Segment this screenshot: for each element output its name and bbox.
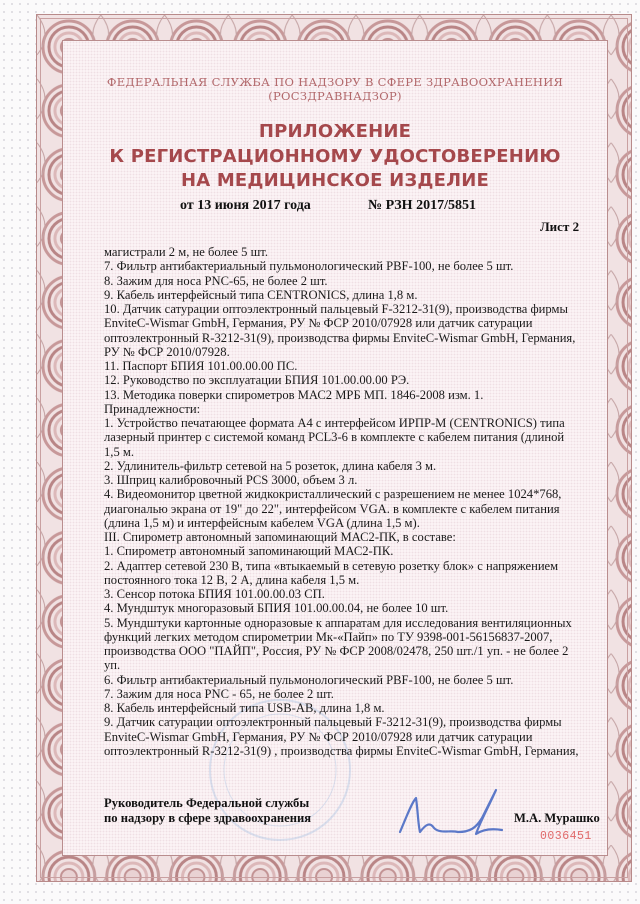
list-line: 2. Удлинитель-фильтр сетевой на 5 розеток, длина кабеля 3 м. xyxy=(104,458,437,473)
list-line: 13. Методика поверки спирометров МАС2 МРБ МП. 1846-2008 изм. 1. xyxy=(104,387,484,402)
list-line: 1. Устройство печатающее формата А4 с интерфейсом ИРПР-М (CENTRONICS) типа xyxy=(104,416,565,430)
list-line: 4. Мундштук многоразовый БПИЯ 101.00.00.04, не более 10 шт. xyxy=(104,601,449,616)
list-line: магистрали 2 м, не более 5 шт. xyxy=(104,245,268,259)
registration-number: № РЗН 2017/5851 xyxy=(368,198,476,213)
agency-name: ФЕДЕРАЛЬНАЯ СЛУЖБА ПО НАДЗОРУ В СФЕРЕ ЗДРАВООХРАНЕНИЯ xyxy=(106,75,564,89)
signatory-position xyxy=(104,796,311,826)
list-line: диагональю экрана от 19" до 22", интерфейсом VGA. в комплекте с кабелем питания xyxy=(104,501,560,516)
list-line: постоянного тока 12 В, 2 А, длина кабеля 1,5 м. xyxy=(104,572,360,587)
issue-date: от 13 июня 2017 года xyxy=(180,198,311,213)
list-line: 7. Зажим для носа PNC - 65, не более 2 шт. xyxy=(104,686,334,701)
sheet-number: Лист 2 xyxy=(540,219,580,234)
list-line: 5. Мундштуки картонные одноразовые к аппаратам для исследования вентиляционных xyxy=(104,615,572,630)
list-line: EnviteC-Wismar GmbH, Германия, РУ № ФСР 2010/07928 или датчик сатурации xyxy=(104,729,533,744)
list-line: 2. Адаптер сетевой 230 В, типа «втыкаемый в сетевую розетку блок» с напряжением xyxy=(104,558,559,573)
list-line: 8. Кабель интерфейсный типа USB-AB, длина 1,8 м. xyxy=(104,701,385,715)
signatory-position-line1: Руководитель Федеральной службы xyxy=(104,796,310,810)
list-line: 6. Фильтр антибактериальный пульмонологический PBF-100, не более 5 шт. xyxy=(104,672,514,687)
list-line: лазерный принтер с системой команд PCL3-6 в комплекте с кабелем питания (длиной xyxy=(104,430,565,445)
serial-number: 0036451 xyxy=(540,830,592,843)
list-line: 3. Шприц калибровочный PCS 3000, объем 3 л. xyxy=(104,473,358,487)
list-line: 11. Паспорт БПИЯ 101.00.00.00 ПС. xyxy=(104,359,298,373)
document-subtitle-line1: К РЕГИСТРАЦИОННОМУ УДОСТОВЕРЕНИЮ xyxy=(109,146,561,167)
list-line: 7. Фильтр антибактериальный пульмонологический PBF-100, не более 5 шт. xyxy=(104,259,514,274)
list-line: 8. Зажим для носа PNC-65, не более 2 шт. xyxy=(104,273,328,288)
signatory-name: М.А. Мурашко xyxy=(514,811,600,825)
list-line: 10. Датчик сатурации оптоэлектронный пальцевый F-3212-31(9), производства фирмы xyxy=(104,302,568,316)
list-line: III. Спирометр автономный запоминающий МАС2-ПК, в составе: xyxy=(104,530,456,544)
list-line: Принадлежности: xyxy=(104,401,201,416)
signatory-position-line2: по надзору в сфере здравоохранения xyxy=(104,811,312,825)
document-subtitle-line2: НА МЕДИЦИНСКОЕ ИЗДЕЛИЕ xyxy=(180,170,490,191)
list-line: 12. Руководство по эксплуатации БПИЯ 101.00.00.00 РЭ. xyxy=(104,373,410,388)
document-title: ПРИЛОЖЕНИЕ xyxy=(258,121,412,142)
list-line: 9. Кабель интерфейсный типа CENTRONICS, длина 1,8 м. xyxy=(104,287,418,302)
list-line: РУ № ФСР 2010/07928. xyxy=(104,344,230,359)
list-line: 3. Сенсор потока БПИЯ 101.00.00.03 СП. xyxy=(104,587,325,601)
list-line: 9. Датчик сатурации оптоэлектронный пальцевый F-3212-31(9), производства фирмы xyxy=(104,715,562,730)
list-line: оптоэлектронный R-3212-31(9), производства фирмы EnviteC-Wismar GmbH, Германия, xyxy=(104,330,576,345)
list-line: 1,5 м. xyxy=(104,444,135,459)
list-line: EnviteC-Wismar GmbH, Германия, РУ № ФСР 2010/07928 или датчик сатурации xyxy=(104,316,533,331)
list-line: уп. xyxy=(104,658,121,673)
list-line: оптоэлектронный R-3212-31(9) , производства фирмы EnviteC-Wismar GmbH, Германия, xyxy=(104,743,579,758)
list-line: 1. Спирометр автономный запоминающий МАС2-ПК. xyxy=(104,544,394,559)
list-line: 4. Видеомонитор цветной жидкокристаллический с разрешением не менее 1024*768, xyxy=(104,487,562,502)
list-line: производства ООО "ПАЙП", Россия, РУ № ФСР 2008/02478, 250 шт./1 уп. - не более 2 xyxy=(104,644,569,658)
handwritten-signature xyxy=(396,788,506,838)
list-line: (длина 1,5 м) и интерфейсным кабелем VGA (длина 1,5 м). xyxy=(104,515,420,530)
list-line: функций легких методом спирометрии Мк-«Пайп» по ТУ 9398-001-56156837-2007, xyxy=(104,629,553,644)
equipment-list xyxy=(104,245,598,758)
agency-abbreviation: (РОСЗДРАВНАДЗОР) xyxy=(268,89,402,103)
